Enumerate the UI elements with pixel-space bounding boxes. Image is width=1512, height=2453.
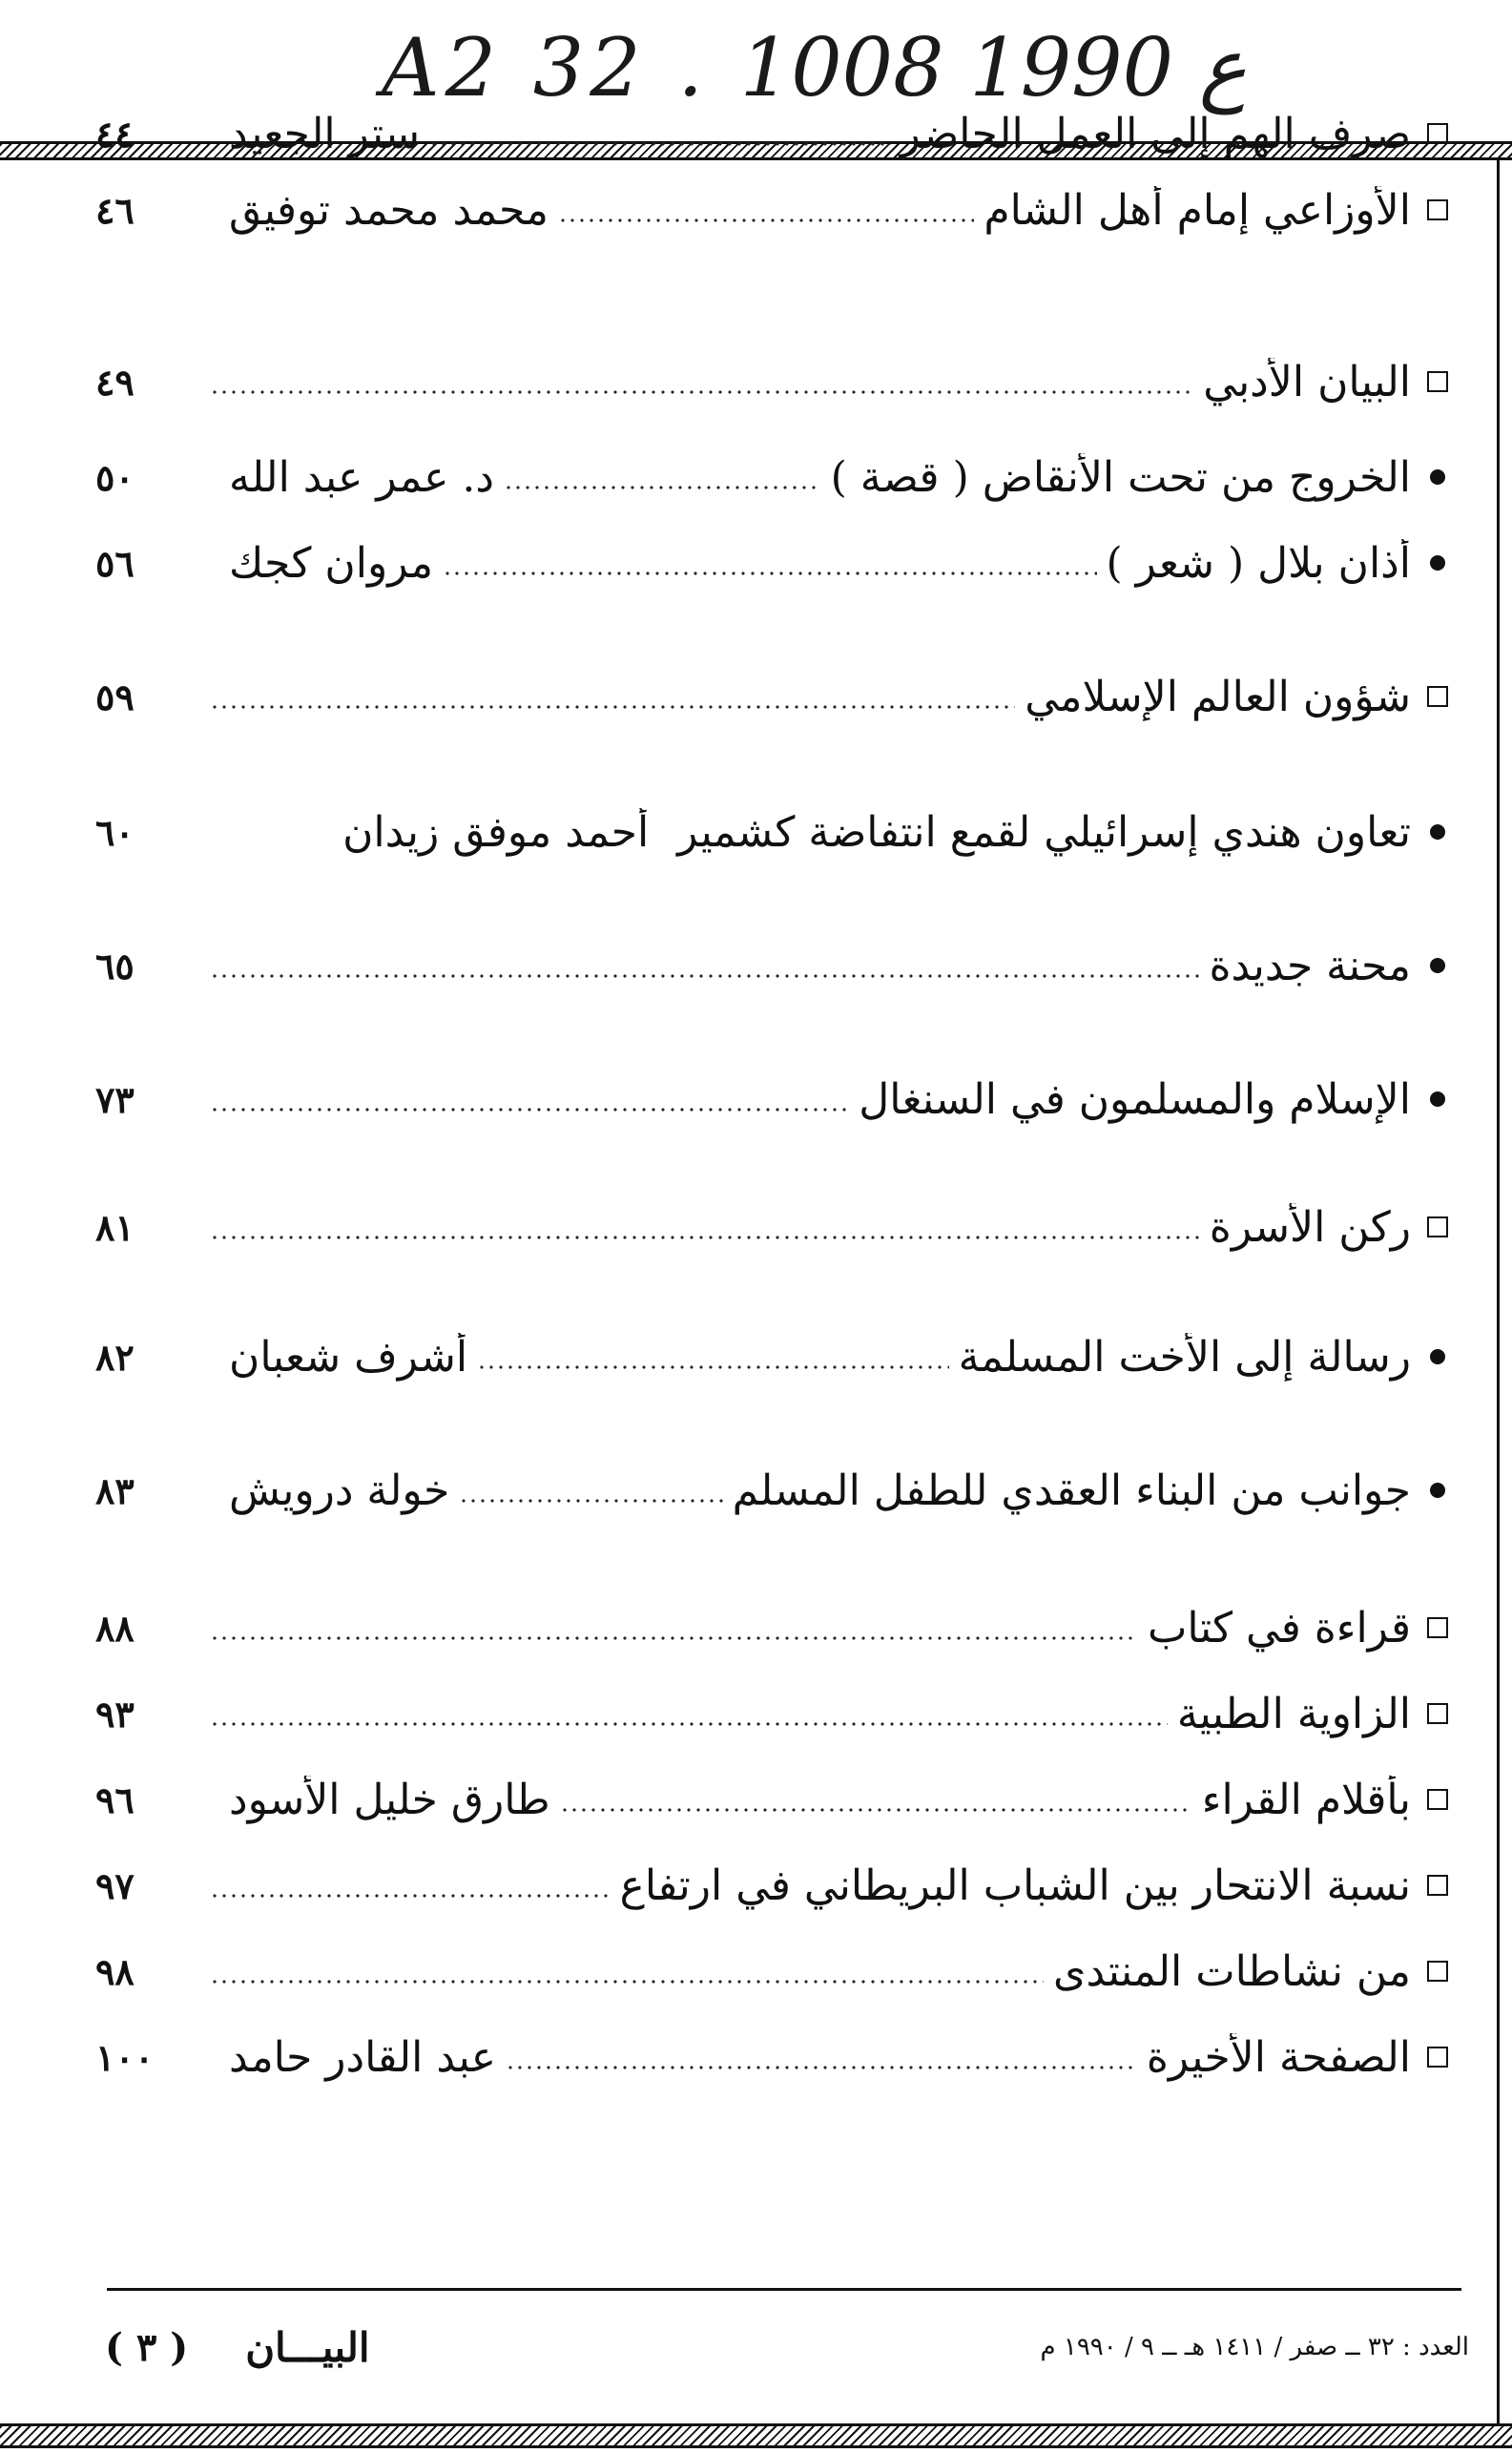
toc-title: من نشاطات المنتدى (1053, 1946, 1411, 1996)
toc-entry (95, 1679, 1455, 1748)
dot-leader (210, 704, 1015, 710)
toc-title: الخروج من تحت الأنقاض ( قصة ) (830, 452, 1411, 502)
checkbox-icon (1420, 1789, 1455, 1810)
toc-page-number: ٤٦ (95, 188, 135, 232)
toc-author: عبد القادر حامد (229, 2032, 497, 2082)
dot-leader (504, 485, 821, 490)
checkbox-icon (1420, 371, 1455, 392)
toc-entry (95, 347, 1455, 416)
bullet-icon (1420, 1349, 1455, 1364)
dot-leader (210, 1635, 1138, 1641)
toc-title: صرف الهم إلى العمل الحاضر (900, 109, 1411, 158)
toc-title: الصفحة الأخيرة (1146, 2032, 1411, 2082)
toc-entry (95, 1193, 1455, 1261)
dot-leader (558, 218, 974, 223)
toc-page-number: ٧٣ (95, 1077, 135, 1121)
dot-leader (210, 1721, 1168, 1727)
bottom-hatched-border (0, 2423, 1512, 2448)
toc-author: ستر الجعيد (229, 109, 421, 158)
toc-entry (95, 1322, 1455, 1391)
toc-entry (95, 1456, 1455, 1525)
toc-title: شؤون العالم الإسلامي (1025, 672, 1411, 721)
toc-entry (95, 1065, 1455, 1133)
dot-leader (477, 1364, 949, 1370)
toc-author: أحمد موفق زيدان (342, 807, 650, 857)
dot-leader (210, 1979, 1044, 1985)
issue-info: العدد : ٣٢ ــ صفر / ١٤١١ هـ ــ ٩ / ١٩٩٠ م (1040, 2333, 1469, 2361)
toc-author: مروان كجك (229, 538, 434, 588)
toc-entry (95, 1851, 1455, 1920)
toc-page-number: ٦٥ (95, 944, 135, 987)
page-footer (105, 2318, 1469, 2376)
dot-leader (210, 389, 1193, 395)
toc-entry (95, 798, 1455, 866)
toc-page-number: ٨٣ (95, 1468, 135, 1512)
toc-page-number: ٨٨ (95, 1606, 135, 1650)
checkbox-icon (1420, 1961, 1455, 1982)
bullet-icon (1420, 555, 1455, 571)
toc-page-number: ٩٣ (95, 1692, 135, 1736)
dot-leader (443, 571, 1096, 576)
bullet-icon (1420, 824, 1455, 840)
bullet-icon (1420, 958, 1455, 973)
toc-author: خولة درويش (229, 1466, 450, 1515)
toc-title: محنة جديدة (1209, 941, 1411, 990)
toc-author: أشرف شعبان (229, 1332, 468, 1382)
toc-page-number: ٨٢ (95, 1335, 135, 1379)
dot-leader (210, 973, 1199, 979)
toc-author: محمد محمد توفيق (229, 185, 549, 235)
magazine-name: البيـــان (245, 2323, 370, 2371)
toc-page-number: ٩٨ (95, 1949, 135, 1993)
toc-entry (95, 662, 1455, 731)
toc-page-number: ٦٠ (95, 810, 135, 854)
toc-title: أذان بلال ( شعر ) (1106, 538, 1411, 588)
checkbox-icon (1420, 2047, 1455, 2068)
dot-leader (560, 1807, 1192, 1813)
dot-leader (210, 1107, 849, 1112)
toc-entry (95, 1765, 1455, 1834)
toc-title: ركن الأسرة (1209, 1202, 1411, 1252)
checkbox-icon (1420, 1216, 1455, 1237)
checkbox-icon (1420, 1875, 1455, 1896)
toc-entry (95, 931, 1455, 1000)
dot-leader (506, 2065, 1137, 2070)
toc-entry (95, 1593, 1455, 1662)
dot-leader (459, 1498, 722, 1504)
toc-title: نسبة الانتحار بين الشباب البريطاني في ارتفاع (619, 1861, 1411, 1910)
dot-leader (210, 1893, 611, 1899)
checkbox-icon (1420, 1617, 1455, 1638)
toc-title: جوانب من البناء العقدي للطفل المسلم (732, 1466, 1411, 1515)
toc-title: بأقلام القراء (1201, 1775, 1411, 1824)
toc-title: الأوزاعي إمام أهل الشام (984, 185, 1411, 235)
toc-entry (95, 176, 1455, 244)
toc-title: البيان الأدبي (1203, 357, 1411, 406)
toc-title: الإسلام والمسلمون في السنغال (859, 1074, 1411, 1124)
checkbox-icon (1420, 1703, 1455, 1724)
footer-divider (107, 2288, 1461, 2291)
toc-title: قراءة في كتاب (1147, 1603, 1411, 1653)
toc-entry (95, 1937, 1455, 2006)
toc-page-number: ٥٠ (95, 455, 135, 499)
toc-title: رسالة إلى الأخت المسلمة (958, 1332, 1411, 1382)
toc-page-number: ٩٧ (95, 1863, 135, 1907)
dot-leader (429, 141, 891, 147)
toc-page-number: ٨١ (95, 1205, 135, 1249)
toc-author: د. عمر عبد الله (229, 452, 494, 502)
toc-author: طارق خليل الأسود (229, 1775, 550, 1824)
toc-entry (95, 99, 1455, 168)
toc-entry (95, 2023, 1455, 2091)
toc-title: الزاوية الطبية (1176, 1689, 1411, 1738)
toc-entry (95, 529, 1455, 597)
bullet-icon (1420, 469, 1455, 485)
toc-entry (95, 443, 1455, 511)
toc-page-number: ٤٩ (95, 360, 135, 404)
checkbox-icon (1420, 123, 1455, 144)
checkbox-icon (1420, 686, 1455, 707)
checkbox-icon (1420, 199, 1455, 220)
toc-page-number: ٥٦ (95, 541, 135, 585)
footer-page-number: ( ٣ ) (105, 2324, 189, 2370)
toc-page-number: ٩٦ (95, 1777, 135, 1821)
bullet-icon (1420, 1091, 1455, 1107)
dot-leader (210, 1235, 1200, 1240)
toc-page-number: ٥٩ (95, 675, 135, 718)
handwritten-annotation: A2 32 . ع 1990 1008 (382, 21, 1247, 114)
toc-page-number: ١٠٠ (95, 2035, 155, 2079)
bullet-icon (1420, 1483, 1455, 1498)
toc-page-number: ٤٤ (95, 112, 135, 156)
toc-title: تعاون هندي إسرائيلي لقمع انتفاضة كشمير (677, 807, 1411, 857)
